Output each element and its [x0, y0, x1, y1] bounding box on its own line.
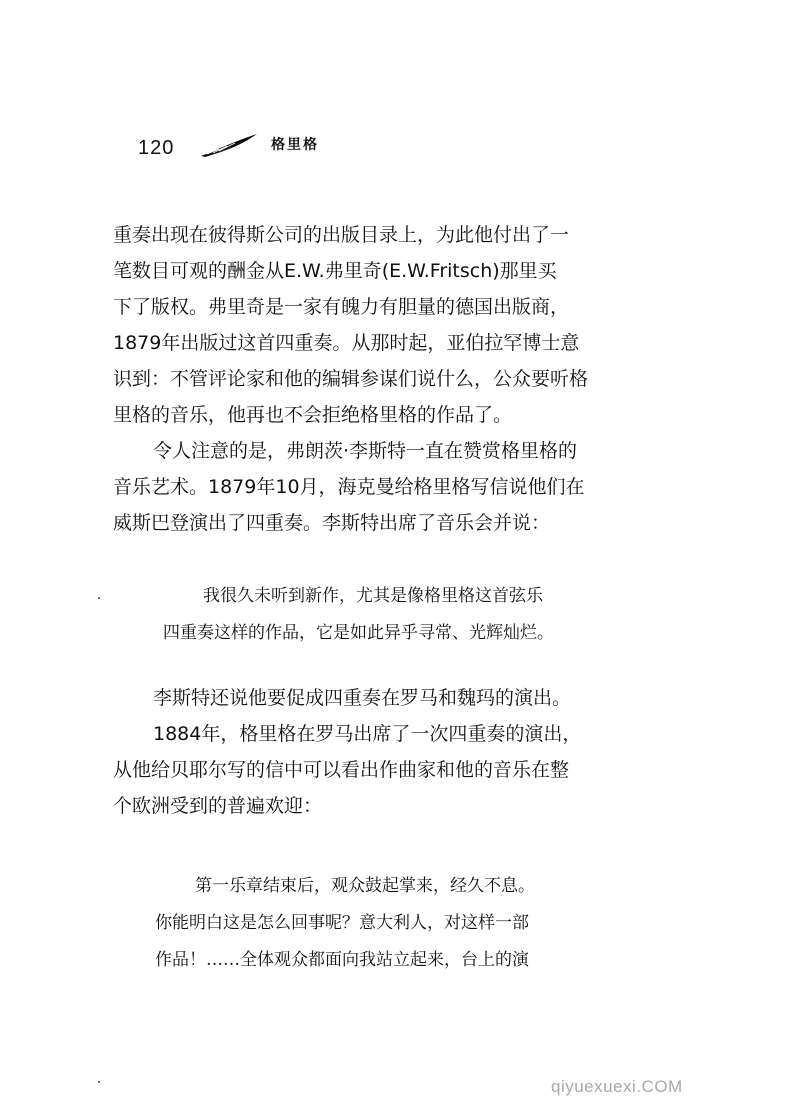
- paragraph-liszt: [113, 433, 673, 541]
- text-line: 笔数目可观的酬金从E.W.弗里奇(E.W.Fritsch)那里买: [113, 260, 557, 282]
- watermark: qiyuexuexi.COM: [551, 1077, 683, 1096]
- quote-line: 第一乐章结束后，观众鼓起掌来，经久不息。: [195, 876, 535, 896]
- text-line: 1884年，格里格在罗马出席了一次四重奏的演出，: [153, 723, 582, 745]
- text-line: 威斯巴登演出了四重奏。李斯特出席了音乐会并说：: [113, 512, 551, 534]
- text-line: 1879年出版过这首四重奏。从那时起，亚伯拉罕博士意: [113, 332, 580, 354]
- feather-ornament-icon: [199, 132, 259, 160]
- text-line: 个欧洲受到的普遍欢迎：: [113, 795, 323, 817]
- quote-line: 你能明白这是怎么回事呢？意大利人，对这样一部: [155, 913, 529, 933]
- page-number: 120: [138, 137, 175, 159]
- text-line: 李斯特还说他要促成四重奏在罗马和魏玛的演出。: [153, 687, 572, 709]
- quote-line: 我很久未听到新作，尤其是像格里格这首弦乐: [203, 586, 543, 606]
- text-line: 重奏出现在彼得斯公司的出版目录上，为此他付出了一: [113, 224, 570, 246]
- running-title: 格里格: [271, 137, 319, 153]
- text-line: 音乐艺术。1879年10月，海克曼给格里格写信说他们在: [113, 476, 585, 498]
- text-line: 下了版权。弗里奇是一家有魄力有胆量的德国出版商，: [113, 296, 570, 318]
- block-quote-letter: [155, 868, 675, 979]
- scan-speck: [98, 1081, 100, 1083]
- paragraph-rome-1884: [113, 716, 673, 824]
- text-line: 识到：不管评论家和他的编辑参谋们说什么，公众要听格: [113, 368, 589, 390]
- paragraph-liszt-promotion: [113, 680, 673, 716]
- quote-line: 作品！……全体观众都面向我站立起来，台上的演: [155, 950, 529, 970]
- text-line: 从他给贝耶尔写的信中可以看出作曲家和他的音乐在整: [113, 759, 570, 781]
- block-quote-liszt: [163, 578, 673, 652]
- text-line: 令人注意的是，弗朗茨·李斯特一直在赞赏格里格的: [153, 440, 578, 462]
- running-header: [138, 132, 378, 164]
- scan-speck: [98, 597, 100, 599]
- quote-line: 四重奏这样的作品，它是如此异乎寻常、光辉灿烂。: [163, 623, 554, 643]
- paragraph-continuation: [113, 217, 673, 433]
- text-line: 里格的音乐，他再也不会拒绝格里格的作品了。: [113, 404, 513, 426]
